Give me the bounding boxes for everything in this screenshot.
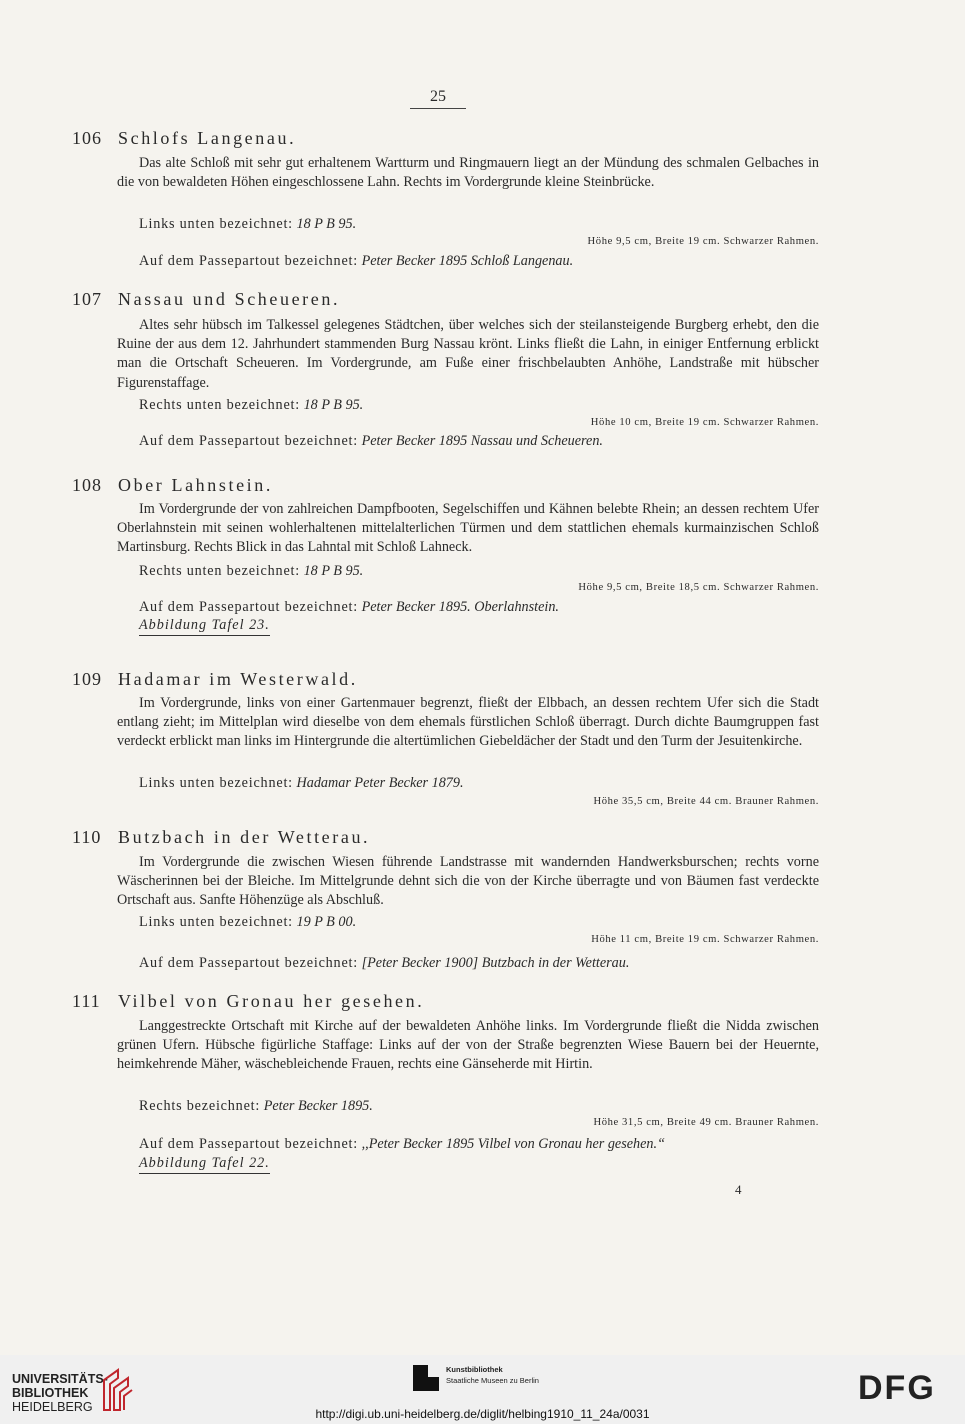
signature-label: Rechts bezeichnet: — [139, 1098, 261, 1114]
signature-value: 18 P B 95. — [296, 216, 357, 232]
entry-number: 106 — [72, 128, 102, 148]
ub-line2: BIBLIOTHEK — [12, 1386, 89, 1400]
signature-label: Rechts unten bezeichnet: — [139, 563, 301, 579]
signature-line — [139, 216, 356, 233]
passepartout-label: Auf dem Passepartout bezeichnet: — [139, 955, 359, 971]
entry-description: Im Vordergrunde der von zahlreichen Dampfbooten, Segelschiffen und Kähnen belebte Rhein; an dessen rechtem Ufer Oberlahnstein mit seinen wohlerhaltenen mittelalterlichen Türmen und dem stattlichen ehemals kurmainzischen Schloß Martinsburg. Rechts Blick in das Lahntal mit Schloß Lahneck. — [117, 501, 819, 556]
entry-number: 109 — [72, 669, 102, 689]
entry-number: 111 — [72, 991, 101, 1011]
passepartout-line — [139, 433, 603, 450]
entry-title: Butzbach in der Wetterau. — [118, 827, 371, 847]
signature-value: 18 P B 95. — [303, 563, 364, 579]
plate-reference-link[interactable]: Abbildung Tafel 23. — [139, 617, 270, 636]
entry-number: 108 — [72, 475, 102, 495]
passepartout-line — [139, 599, 559, 616]
dimensions: Höhe 9,5 cm, Breite 18,5 cm. Schwarzer Rahmen. — [578, 582, 819, 593]
passepartout-line — [139, 253, 573, 270]
signature-line — [139, 563, 363, 580]
entry-title: Vilbel von Gronau her gesehen. — [118, 991, 425, 1011]
passepartout-line — [139, 1136, 665, 1153]
ub-heidelberg-logo-icon[interactable] — [100, 1366, 134, 1412]
kunstbibliothek-logo-icon[interactable] — [413, 1365, 439, 1391]
dimensions: Höhe 31,5 cm, Breite 49 cm. Brauner Rahmen. — [593, 1117, 819, 1128]
footer-bar — [0, 1355, 965, 1424]
passepartout-label: Auf dem Passepartout bezeichnet: — [139, 433, 359, 449]
kb-line2: Staatliche Museen zu Berlin — [446, 1376, 539, 1385]
entry-description: Im Vordergrunde, links von einer Gartenmauer begrenzt, fließt der Elbbach, an dessen rechtem Ufer sich die Stadt entlang zieht; im Mittelplan wird dieselbe von dem ehemals fürstlichen Schloß überragt. Durch dichte Baumgruppen fast verdeckt erblickt man links im Hintergrunde die altertümlichen Giebeldächer der Stadt und den Turm der Jesuitenkirche. — [117, 695, 819, 750]
signature-value: Peter Becker 1895. — [263, 1098, 373, 1114]
signature-line — [139, 1098, 373, 1115]
dimensions: Höhe 35,5 cm, Breite 44 cm. Brauner Rahmen. — [593, 796, 819, 807]
sheet-marker: 4 — [735, 1182, 742, 1197]
signature-line — [139, 914, 356, 931]
signature-value: Hadamar Peter Becker 1879. — [296, 775, 464, 791]
signature-line — [139, 775, 464, 792]
entry-number: 110 — [72, 827, 102, 847]
kb-line1: Kunstbibliothek — [446, 1365, 503, 1374]
entry-description: Das alte Schloß mit sehr gut erhaltenem Wartturm und Ringmauern liegt an der Mündung des schmalen Gelbaches in die von bewaldeten Höhen eingeschlossene Lahn. Rechts im Vordergrunde kleine Steinbrücke. — [117, 155, 819, 191]
entry-description: Langgestreckte Ortschaft mit Kirche auf der bewaldeten Anhöhe links. Im Vordergrunde fließt die Nidda zwischen grünen Ufern. Hübsche figürliche Staffage: Links auf der von der Straße begrenzten Wiese Bauern bei der Heuernte, heimkehrende Mäher, wäschebleichende Frauen, rechts eine Gänseherde mit Hirtin. — [117, 1018, 819, 1073]
passepartout-value: [Peter Becker 1900] Butzbach in der Wetterau. — [361, 955, 630, 971]
signature-label: Rechts unten bezeichnet: — [139, 397, 301, 413]
dimensions: Höhe 11 cm, Breite 19 cm. Schwarzer Rahmen. — [591, 934, 819, 945]
entry-title: Nassau und Scheueren. — [118, 289, 341, 309]
entry-title: Schlofs Langenau. — [118, 128, 297, 148]
entry-number: 107 — [72, 289, 102, 309]
signature-label: Links unten bezeichnet: — [139, 216, 293, 232]
signature-line — [139, 397, 363, 414]
signature-value: 19 P B 00. — [296, 914, 357, 930]
entry-title: Hadamar im Westerwald. — [118, 669, 358, 689]
page-number: 25 — [410, 88, 466, 109]
dimensions: Höhe 9,5 cm, Breite 19 cm. Schwarzer Rahmen. — [587, 236, 819, 247]
passepartout-value: Peter Becker 1895. Oberlahnstein. — [361, 599, 559, 615]
passepartout-value: Peter Becker 1895 Nassau und Scheueren. — [361, 433, 603, 449]
dfg-logo[interactable]: DFG — [858, 1369, 936, 1407]
passepartout-label: Auf dem Passepartout bezeichnet: — [139, 1136, 359, 1152]
signature-value: 18 P B 95. — [303, 397, 364, 413]
passepartout-label: Auf dem Passepartout bezeichnet: — [139, 599, 359, 615]
signature-label: Links unten bezeichnet: — [139, 914, 293, 930]
ub-line1: UNIVERSITÄTS- — [12, 1372, 108, 1386]
plate-reference-link[interactable]: Abbildung Tafel 22. — [139, 1155, 270, 1174]
ub-line3: HEIDELBERG — [12, 1400, 93, 1414]
passepartout-label: Auf dem Passepartout bezeichnet: — [139, 253, 359, 269]
source-url-link[interactable]: http://digi.ub.uni-heidelberg.de/diglit/helbing1910_11_24a/0031 — [315, 1407, 650, 1421]
passepartout-value: Peter Becker 1895 Schloß Langenau. — [361, 253, 574, 269]
entry-description: Altes sehr hübsch im Talkessel gelegenes Städtchen, über welches sich der steilansteigende Burgberg erhebt, den die Ruine der aus dem 12. Jahrhundert stammenden Burg Nassau krönt. Links fließt die Lahn, in einiger Entfernung erblickt man die Ortschaft Scheueren. Im Vordergrunde, am Fuße einer frischbelaubten Anhöhe, Landstraße mit hübscher Figurenstaffage. — [117, 317, 819, 391]
dimensions: Höhe 10 cm, Breite 19 cm. Schwarzer Rahmen. — [590, 417, 819, 428]
entry-description: Im Vordergrunde die zwischen Wiesen führende Landstrasse mit wandernden Handwerksburschen; rechts vorne Wäscherinnen bei der Bleiche. Im Mittelgrunde dehnt sich die von der Kirche überragte und von Bäumen fast verdeckte Ortschaft aus. Sanfte Höhenzüge als Abschluß. — [117, 854, 819, 909]
kunstbibliothek-label — [446, 1364, 539, 1386]
signature-label: Links unten bezeichnet: — [139, 775, 293, 791]
passepartout-value: ,,Peter Becker 1895 Vilbel von Gronau her gesehen.“ — [361, 1136, 665, 1152]
entry-title: Ober Lahnstein. — [118, 475, 273, 495]
passepartout-line — [139, 955, 629, 972]
